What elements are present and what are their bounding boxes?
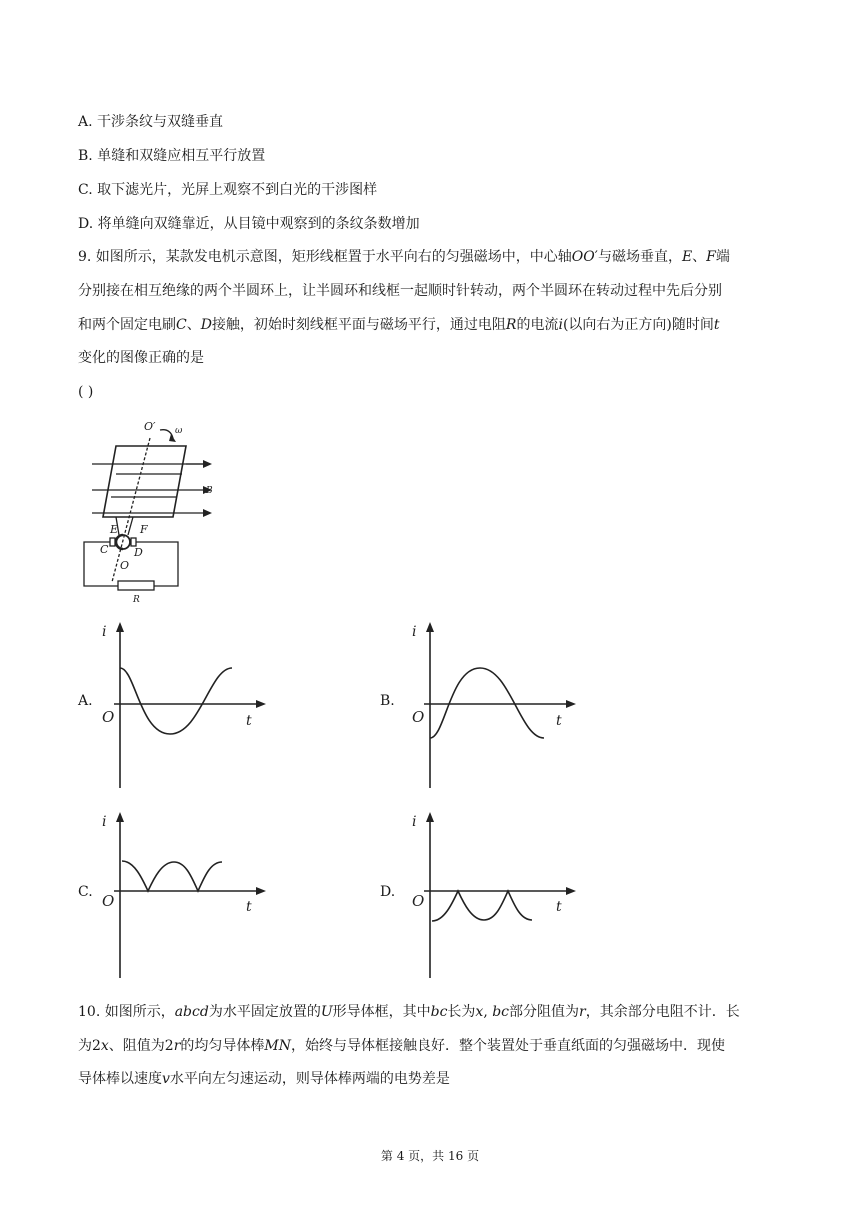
label-o: O: [120, 559, 130, 572]
origin-label: O: [412, 892, 425, 910]
q9-stem-line-1: 9. 如图所示，某款发电机示意图，矩形线框置于水平向右的匀强磁场中，中心轴𝑂𝑂′与磁场垂直，𝐸、𝐹端: [78, 249, 730, 265]
q10-stem-line-2: 为2𝑥、阻值为2𝑟的均匀导体棒𝑀𝑁，始终与导体框接触良好．整个装置处于垂直纸面的匀强磁场中．现使: [78, 1038, 725, 1054]
axis-t-label: t: [556, 713, 562, 729]
q9-option-b-graph[interactable]: [410, 618, 590, 790]
q8-option-d: D. 将单缝向双缝靠近，从目镜中观察到的条纹条数增加: [78, 216, 420, 232]
q9-answer-bracket: ( ): [78, 384, 94, 400]
q8-option-b: B. 单缝和双缝应相互平行放置: [78, 148, 266, 164]
origin-label: O: [102, 892, 115, 910]
q9-option-c-graph[interactable]: [100, 808, 280, 980]
label-d: D: [134, 546, 143, 559]
q9-option-c-letter[interactable]: C.: [78, 884, 93, 900]
label-r: R: [133, 595, 140, 605]
label-c: C: [100, 543, 109, 556]
origin-label: O: [102, 708, 115, 726]
label-e: E: [110, 523, 119, 536]
axis-i-label: i: [102, 624, 107, 640]
q9-option-a-letter[interactable]: A.: [78, 693, 93, 709]
label-o-prime: O′: [144, 420, 156, 433]
axis-i-label: i: [412, 814, 417, 830]
label-b: B: [206, 486, 213, 496]
axis-t-label: t: [246, 713, 252, 729]
label-omega: ω: [175, 426, 183, 436]
q9-stem-line-4: 变化的图像正确的是: [78, 350, 204, 366]
axis-t-label: t: [556, 899, 562, 915]
q9-option-a-graph[interactable]: [100, 618, 280, 790]
axis-t-label: t: [246, 899, 252, 915]
label-f: F: [140, 523, 148, 536]
axis-i-label: i: [102, 814, 107, 830]
q9-stem-line-2: 分别接在相互绝缘的两个半圆环上，让半圆环和线框一起顺时针转动，两个半圆环在转动过程中先后分别: [78, 283, 722, 299]
q8-option-c: C. 取下滤光片，光屏上观察不到白光的干涉图样: [78, 182, 378, 198]
generator-diagram: [78, 412, 268, 607]
q8-option-a: A. 干涉条纹与双缝垂直: [78, 114, 224, 130]
q9-option-b-letter[interactable]: B.: [380, 693, 395, 709]
q9-stem-line-3: 和两个固定电刷𝐶、𝐷接触，初始时刻线框平面与磁场平行，通过电阻𝑅的电流𝑖(以向右为正方向)随时间𝑡: [78, 317, 720, 333]
q9-option-d-letter[interactable]: D.: [380, 884, 396, 900]
q10-stem-line-3: 导体棒以速度𝑣水平向左匀速运动，则导体棒两端的电势差是: [78, 1071, 450, 1087]
origin-label: O: [412, 708, 425, 726]
page-footer: 第 4 页，共 16 页: [380, 1149, 480, 1163]
q9-option-d-graph[interactable]: [410, 808, 590, 980]
q10-stem-line-1: 10. 如图所示，𝑎𝑏𝑐𝑑为水平固定放置的𝑈形导体框，其中𝑏𝑐长为𝑥, 𝑏𝑐部分阻值为𝑟，其余部分电阻不计．长: [78, 1004, 740, 1020]
axis-i-label: i: [412, 624, 417, 640]
